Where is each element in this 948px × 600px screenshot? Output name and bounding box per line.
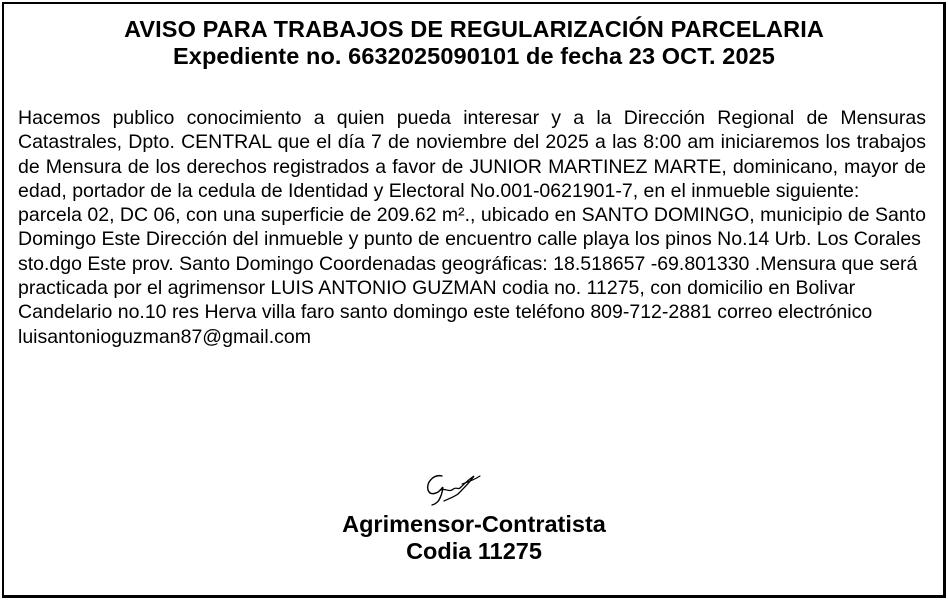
signer-block [0, 511, 948, 565]
signer-codia: Codia 11275 [406, 538, 542, 564]
notice-header [0, 16, 948, 70]
signature-icon [418, 466, 484, 508]
notice-title: AVISO PARA TRABAJOS DE REGULARIZACIÓN PARCELARIA [124, 16, 824, 42]
notice-paragraph-details: parcela 02, DC 06, con una superficie de 209.62 m²., ubicado en SANTO DOMINGO, municipio de Santo Domingo Este Dirección del inmueble y punto de encuentro calle playa los pinos No.14 Urb. Los Corales sto.dgo Este prov. Santo Domingo Coordenadas geográficas: 18.518657 -69.801330 .Mensura que será practicada por el agrimensor LUIS ANTONIO GUZMAN codia no. 11275, con domicilio en Bolivar Candelario no.10 res Herva villa faro santo domingo este teléfono 809-712-2881 correo electrónico luisantonioguzman87@gmail.com [18, 204, 926, 348]
notice-body [18, 106, 926, 349]
notice-paragraph-intro: Hacemos publico conocimiento a quien pueda interesar y a la Dirección Regional de Mensuras Catastrales, Dpto. CENTRAL que el día 7 de noviembre del 2025 a las 8:00 am iniciaremos los trabajos de Mensura de los derechos registrados a favor de JUNIOR MARTINEZ MARTE, dominicano, mayor de edad, portador de la cedula de Identidad y Electoral No.001-0621901-7, en el inmueble siguiente: [18, 107, 926, 202]
notice-subtitle: Expediente no. 6632025090101 de fecha 23 OCT. 2025 [173, 43, 775, 69]
signer-title: Agrimensor-Contratista [342, 511, 606, 537]
